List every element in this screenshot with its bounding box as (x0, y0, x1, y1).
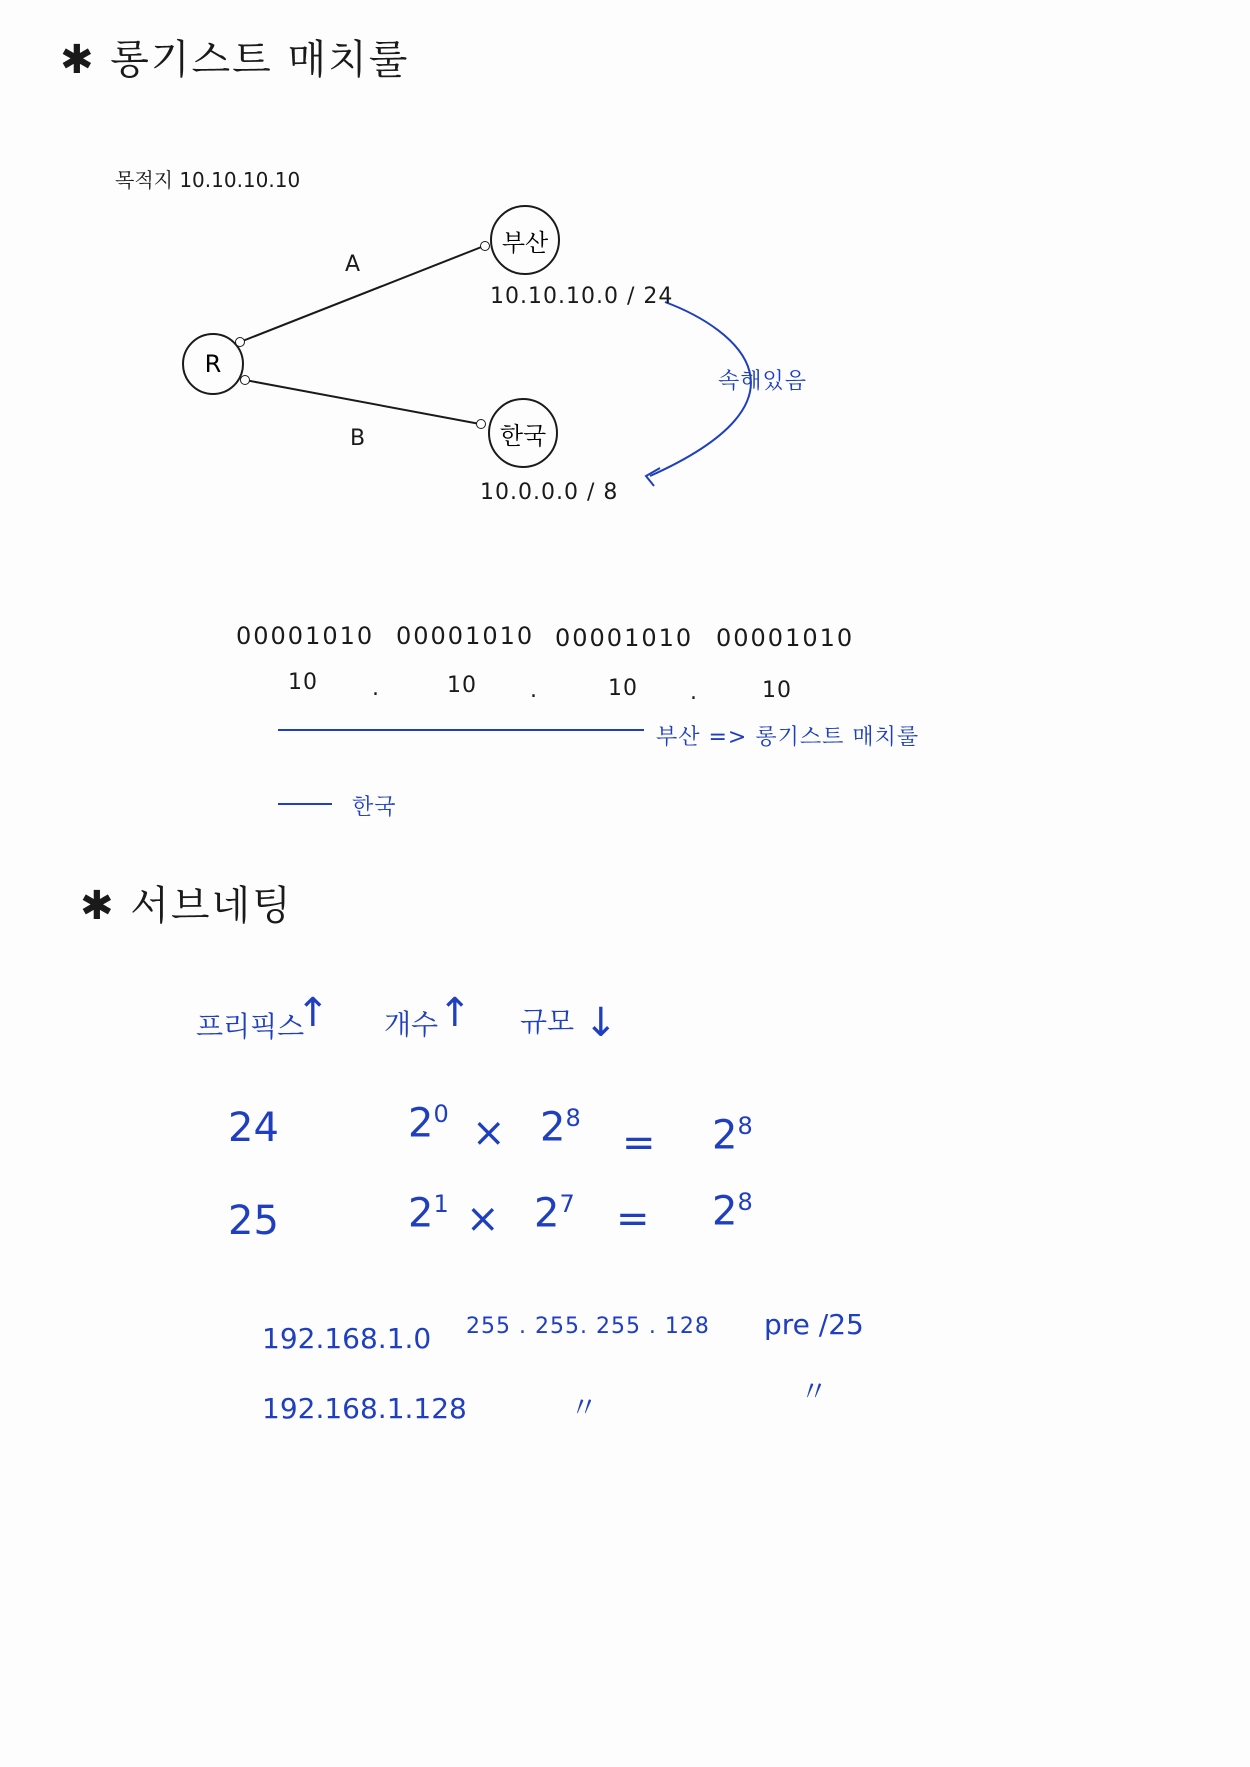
busan-node: 부산 (490, 205, 560, 275)
korea-match-note: 한국 (352, 795, 397, 820)
link-b-label: B (350, 426, 367, 451)
link-a-line (240, 246, 484, 342)
row1-term-a: $2^0$ (408, 1100, 449, 1147)
example2-mask-ditto: 〃 (570, 1391, 599, 1424)
router-node: R (182, 333, 244, 395)
section-title-subnetting: ✱ 서브네팅 (80, 883, 293, 929)
busan-port (480, 241, 490, 251)
octet-4-decimal: 10 (762, 678, 792, 703)
example2-network: 192.168.1.128 (262, 1392, 467, 1425)
row1-multiply: × (472, 1110, 506, 1156)
link-a-label: A (345, 252, 362, 277)
korea-port (476, 419, 486, 429)
scale-down-arrow: ↓ (584, 1000, 618, 1046)
count-label: 개수 (384, 1008, 439, 1041)
octet-1-decimal: 10 (288, 670, 318, 695)
scale-label: 규모 (520, 1005, 575, 1038)
example2-notation-ditto: 〃 (800, 1375, 829, 1408)
row2-equals: = (616, 1196, 650, 1242)
count-up-arrow: ↑ (438, 990, 472, 1036)
row1-result: $2^8$ (712, 1112, 753, 1159)
row1-equals: = (622, 1120, 656, 1166)
row2-term-a: $2^1$ (408, 1190, 449, 1237)
octet-1-binary: 00001010 (236, 622, 375, 650)
row1-prefix: 24 (228, 1105, 279, 1151)
dot-1: . (372, 676, 380, 701)
octet-2-binary: 00001010 (396, 622, 535, 650)
octet-3-binary: 00001010 (555, 624, 694, 652)
row2-result: $2^8$ (712, 1188, 753, 1235)
row2-multiply: × (466, 1196, 500, 1242)
section-title-longest-match: ✱ 롱기스트 매치룰 (60, 37, 410, 83)
example1-notation: pre /25 (764, 1308, 864, 1341)
row1-term-b: $2^8$ (540, 1104, 581, 1151)
prefix-label: 프리픽스 (196, 1010, 305, 1043)
belongs-note: 속해있음 (718, 369, 808, 394)
busan-prefix: 10.10.10.0 / 24 (490, 284, 674, 309)
belongs-arrow-head (646, 468, 660, 486)
link-b-line (245, 380, 480, 424)
korea-prefix: 10.0.0.0 / 8 (480, 480, 619, 505)
octet-4-binary: 00001010 (716, 624, 855, 652)
example1-mask: 255 . 255. 255 . 128 (466, 1314, 710, 1339)
router-port-b (240, 375, 250, 385)
dot-2: . (530, 678, 538, 703)
octet-3-decimal: 10 (608, 676, 638, 701)
row2-term-b: $2^7$ (534, 1190, 575, 1237)
row2-prefix: 25 (228, 1198, 279, 1244)
korea-node: 한국 (488, 398, 558, 468)
octet-2-decimal: 10 (447, 673, 477, 698)
destination-label: 목적지 10.10.10.10 (115, 168, 301, 192)
router-port-a (235, 337, 245, 347)
prefix-up-arrow: ↑ (296, 990, 330, 1036)
busan-match-line (278, 729, 644, 731)
busan-match-note: 부산 => 롱기스트 매치룰 (656, 725, 920, 750)
example1-network: 192.168.1.0 (262, 1322, 432, 1355)
korea-match-line (278, 803, 332, 805)
dot-3: . (690, 680, 698, 705)
